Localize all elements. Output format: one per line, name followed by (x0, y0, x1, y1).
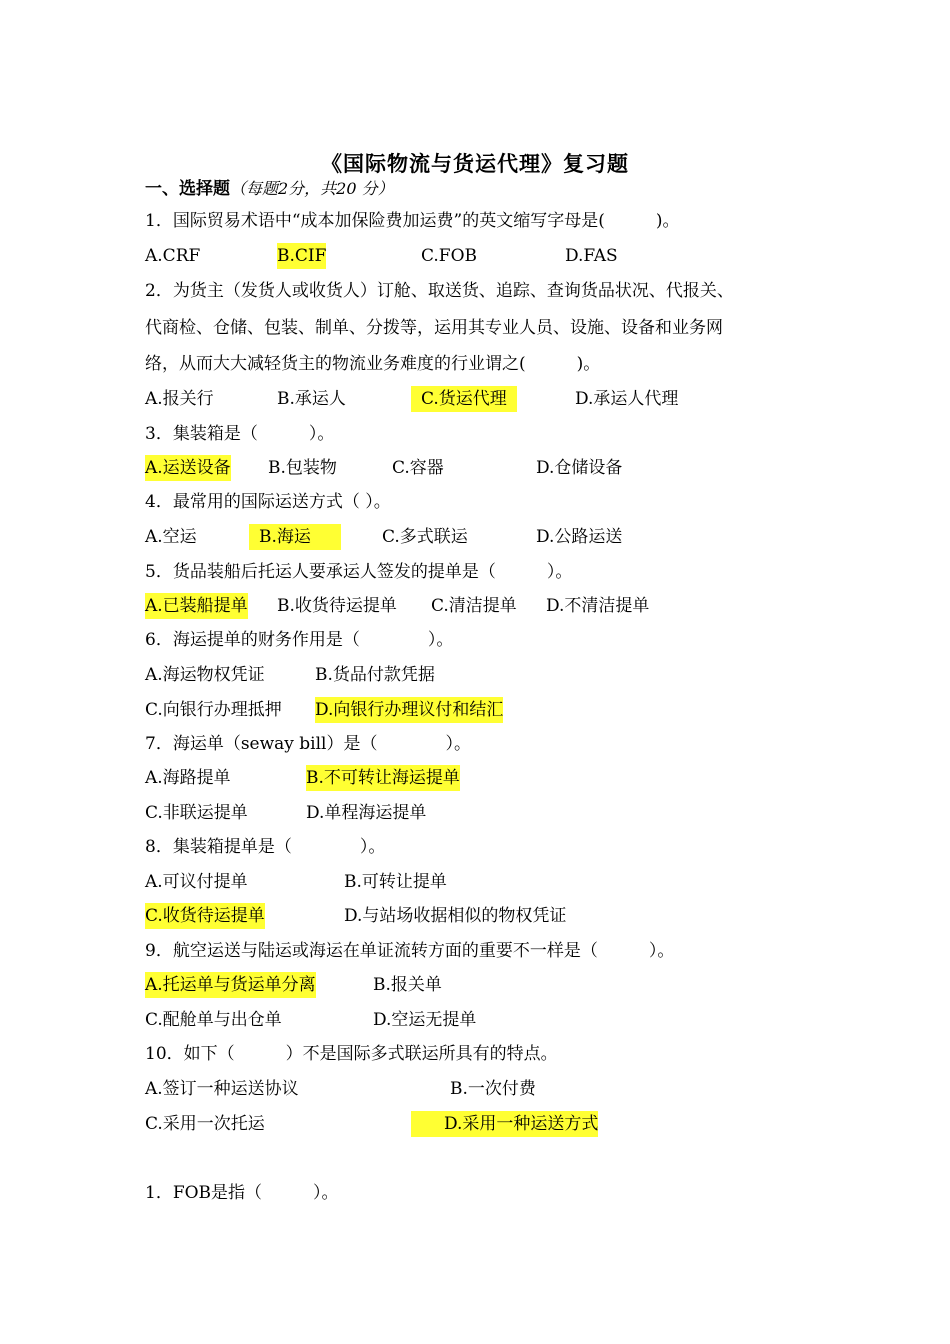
q7-option-d: D.单程海运提单 (306, 803, 427, 823)
question-2-line-1: 2．为货主（发货人或收货人）订舱、取送货、追踪、查询货品状况、代报关、 (145, 281, 734, 301)
q5-option-d: D.不清洁提单 (546, 596, 650, 616)
section-scoring-note: （每题2分，共20 分） (230, 179, 394, 198)
question-10: 10．如下（ ）不是国际多式联运所具有的特点。 (145, 1044, 558, 1064)
q5-option-c: C.清洁提单 (431, 596, 517, 616)
q2-option-b: B.承运人 (277, 389, 346, 409)
question-8: 8．集装箱提单是（ ）。 (145, 837, 386, 857)
q9-option-b: B.报关单 (373, 975, 442, 995)
q9-option-c: C.配舱单与出仓单 (145, 1010, 282, 1030)
q6-option-d-answer: D.向银行办理议付和结汇 (315, 697, 503, 723)
q4-option-b-answer: B.海运 (249, 524, 341, 550)
q7-option-a: A.海路提单 (145, 768, 231, 788)
q7-option-b-answer: B.不可转让海运提单 (306, 765, 460, 791)
question-5: 5．货品装船后托运人要承运人签发的提单是（ ）。 (145, 562, 573, 582)
question-6: 6．海运提单的财务作用是（ ）。 (145, 630, 454, 650)
q7-option-c: C.非联运提单 (145, 803, 248, 823)
q2-option-a: A.报关行 (145, 389, 214, 409)
extra-question-1: 1．FOB是指（ ）。 (145, 1183, 339, 1203)
q4-option-c: C.多式联运 (382, 527, 468, 547)
section-heading-text: 一、选择题 (145, 179, 230, 199)
question-9: 9．航空运送与陆运或海运在单证流转方面的重要不一样是（ ）。 (145, 941, 675, 961)
q2-option-c-answer: C.货运代理 (411, 386, 517, 412)
q6-option-c: C.向银行办理抵押 (145, 700, 282, 720)
q3-option-a-answer: A.运送设备 (145, 455, 231, 481)
q3-option-c: C.容器 (392, 458, 444, 478)
q8-option-b: B.可转让提单 (344, 872, 447, 892)
q10-option-d-answer: D.采用一种运送方式 (411, 1111, 598, 1137)
q8-option-a: A.可议付提单 (145, 872, 248, 892)
q1-option-a: A.CRF (145, 246, 201, 266)
q1-option-c: C.FOB (421, 246, 478, 266)
q6-option-b: B.货品付款凭据 (315, 665, 435, 685)
question-3: 3．集装箱是（ ）。 (145, 424, 335, 444)
question-2-line-3: 络，从而大大减轻货主的物流业务难度的行业谓之( )。 (145, 354, 601, 374)
q4-option-a: A.空运 (145, 527, 197, 547)
question-4: 4．最常用的国际运送方式（ ）。 (145, 492, 391, 512)
page-title: 《国际物流与货运代理》复习题 (321, 151, 629, 176)
q10-option-b: B.一次付费 (450, 1079, 536, 1099)
q8-option-d: D.与站场收据相似的物权凭证 (344, 906, 567, 926)
q5-option-a-answer: A.已装船提单 (145, 593, 248, 619)
q9-option-d: D.空运无提单 (373, 1010, 477, 1030)
q1-option-b-answer: B.CIF (277, 243, 326, 269)
q8-option-c-answer: C.收货待运提单 (145, 903, 265, 929)
q3-option-d: D.仓储设备 (536, 458, 623, 478)
q1-option-d: D.FAS (565, 246, 618, 266)
question-2-line-2: 代商检、仓储、包装、制单、分拨等，运用其专业人员、设施、设备和业务网 (145, 318, 723, 338)
q9-option-a-answer: A.托运单与货运单分离 (145, 972, 316, 998)
q10-option-a: A.签订一种运送协议 (145, 1079, 299, 1099)
q2-option-d: D.承运人代理 (575, 389, 679, 409)
q6-option-a: A.海运物权凭证 (145, 665, 265, 685)
q10-option-c: C.采用一次托运 (145, 1114, 265, 1134)
q4-option-d: D.公路运送 (536, 527, 623, 547)
question-7: 7．海运单（seway bill）是（ ）。 (145, 734, 471, 754)
section-heading (145, 176, 394, 202)
question-1: 1．国际贸易术语中“成本加保险费加运费”的英文缩写字母是( )。 (145, 211, 680, 231)
q5-option-b: B.收货待运提单 (277, 596, 397, 616)
q3-option-b: B.包装物 (268, 458, 337, 478)
